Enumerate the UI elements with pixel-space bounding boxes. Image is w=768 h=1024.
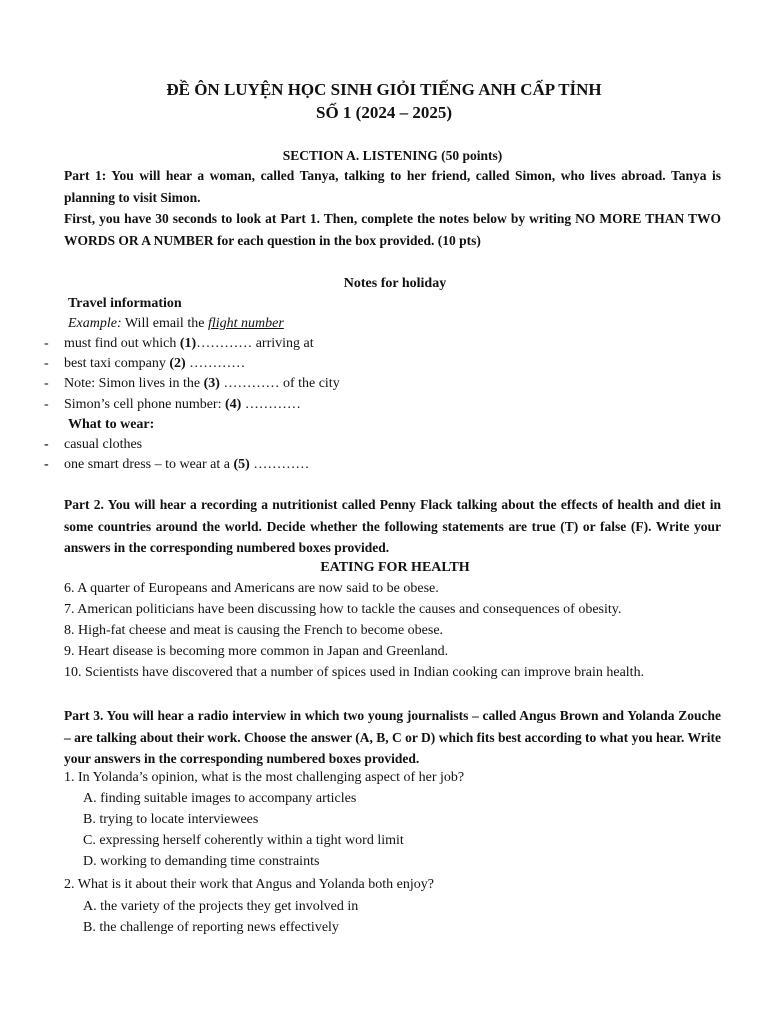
note-item-3: Note: Simon lives in the (3) ………… of the city — [64, 376, 340, 391]
part1-intro: Part 1: You will hear a woman, called Tanya, talking to her friend, called Simon, who lives abroad. Tanya is planning to visit Simon. — [64, 168, 721, 205]
part1-instructions: First, you have 30 seconds to look at Part 1. Then, complete the notes below by writing NO MORE THAN TWO WORDS OR A NUMBER for each question in the box provided. (10 pts) — [64, 211, 721, 248]
statement-10: 10. Scientists have discovered that a number of spices used in Indian cooking can improve brain health. — [64, 665, 645, 680]
part2-intro: Part 2. You will hear a recording a nutritionist called Penny Flack talking about the effects of health and diet in some countries around the world. Decide whether the following statements are true (T) or false (F). Write your answers in the corresponding numbered boxes provided. — [64, 497, 721, 555]
wear-heading: What to wear: — [68, 417, 155, 432]
document-subtitle: SỐ 1 (2024 – 2025) — [316, 103, 452, 122]
example-line — [68, 314, 284, 334]
q2-option-b: B. the challenge of reporting news effectively — [83, 920, 339, 935]
section-a-heading: SECTION A. LISTENING (50 points) — [282, 148, 503, 163]
part2-heading: EATING FOR HEALTH — [320, 560, 470, 575]
list-dash: - — [44, 356, 49, 371]
notes-title: Notes for holiday — [343, 276, 447, 291]
statement-9: 9. Heart disease is becoming more common in Japan and Greenland. — [64, 644, 449, 659]
list-dash: - — [44, 397, 49, 412]
note-item-4: Simon’s cell phone number: (4) ………… — [64, 397, 301, 412]
wear-item-1: casual clothes — [64, 437, 143, 452]
note-item-1: must find out which (1)………… arriving at — [64, 336, 314, 351]
document-title: ĐỀ ÔN LUYỆN HỌC SINH GIỎI TIẾNG ANH CẤP TỈNH — [166, 80, 602, 99]
note-item-2: best taxi company (2) ………… — [64, 356, 246, 371]
example-label: Example: — [68, 316, 122, 331]
list-dash: - — [44, 457, 49, 472]
question-2: 2. What is it about their work that Angus and Yolanda both enjoy? — [64, 877, 434, 892]
question-1: 1. In Yolanda’s opinion, what is the most challenging aspect of her job? — [64, 770, 465, 785]
q1-option-a: A. finding suitable images to accompany articles — [83, 791, 357, 806]
example-answer: flight number — [207, 316, 284, 331]
part3-intro: Part 3. You will hear a radio interview in which two young journalists – called Angus Brown and Yolanda Zouche – are talking about their work. Choose the answer (A, B, C or D) which fits best according to what you hear. Write your answers in the corresponding numbered boxes provided. — [64, 708, 721, 766]
statement-7: 7. American politicians have been discussing how to tackle the causes and consequences of obesity. — [64, 602, 622, 617]
example-text: Will email the — [121, 316, 208, 331]
list-dash: - — [44, 437, 49, 452]
q1-option-b: B. trying to locate interviewees — [83, 812, 259, 827]
statement-8: 8. High-fat cheese and meat is causing the French to become obese. — [64, 623, 444, 638]
wear-item-2: one smart dress – to wear at a (5) ………… — [64, 457, 310, 472]
q2-option-a: A. the variety of the projects they get involved in — [83, 899, 359, 914]
list-dash: - — [44, 376, 49, 391]
q1-option-d: D. working to demanding time constraints — [83, 854, 320, 869]
travel-heading: Travel information — [68, 296, 182, 311]
list-dash: - — [44, 336, 49, 351]
q1-option-c: C. expressing herself coherently within a tight word limit — [83, 833, 404, 848]
statement-6: 6. A quarter of Europeans and Americans are now said to be obese. — [64, 581, 439, 596]
